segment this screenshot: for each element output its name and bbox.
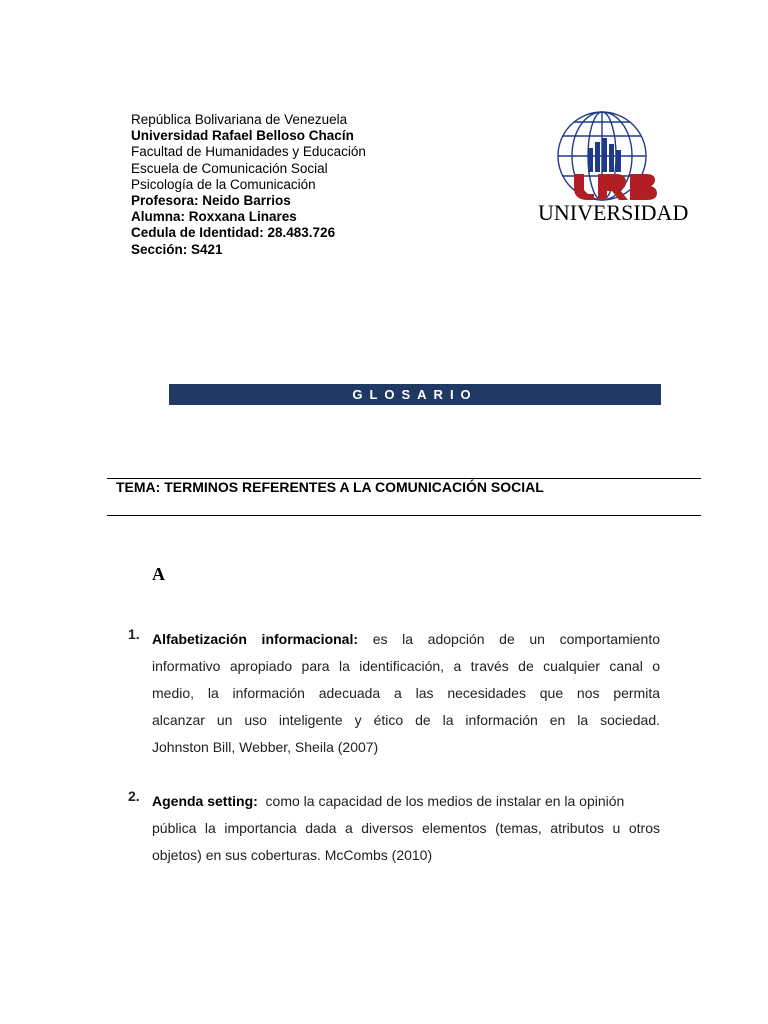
entry-term: Alfabetización informacional:: [152, 631, 359, 647]
document-header: [131, 112, 431, 258]
topic-bottom-rule: [107, 515, 701, 516]
entry-number: 1.: [128, 626, 140, 642]
entry-text: como la capacidad de los medios de instalar en la opinión: [257, 793, 625, 809]
entry-text: Johnston Bill, Webber, Sheila (2007): [152, 739, 379, 755]
entry-text: pública la importancia dada a diversos elementos (temas, atributos u otros: [152, 820, 660, 836]
header-country: República Bolivariana de Venezuela: [131, 112, 348, 127]
glossary-banner: GLOSARIO: [169, 384, 661, 405]
topic-heading: TEMA: TERMINOS REFERENTES A LA COMUNICACIÓN SOCIAL: [116, 479, 544, 495]
entry-text: medio, la información adecuada a las necesidades que nos permita: [152, 685, 660, 701]
header-university: Universidad Rafael Belloso Chacín: [131, 128, 354, 144]
section-letter: A: [152, 564, 165, 584]
entry-text: es la adopción de un comportamiento: [358, 631, 661, 647]
entry-line: [152, 626, 660, 653]
entry-body: [152, 626, 660, 761]
entry-term: Agenda setting:: [152, 793, 258, 809]
header-student: Alumna: Roxxana Linares: [131, 209, 297, 225]
header-faculty: Facultad de Humanidades y Educación: [131, 144, 366, 160]
header-id: Cedula de Identidad: 28.483.726: [131, 225, 336, 241]
glossary-entry: [128, 626, 660, 761]
header-school: Escuela de Comunicación Social: [131, 160, 328, 176]
header-course: Psicología de la Comunicación: [131, 176, 316, 192]
entry-text: informativo apropiado para la identificación, a través de cualquier canal o: [152, 658, 660, 674]
entry-number: 2.: [128, 788, 140, 804]
header-professor: Profesora: Neido Barrios: [131, 193, 291, 209]
glossary-entry: [128, 788, 660, 869]
logo-text: UNIVERSIDAD: [538, 200, 689, 225]
entry-body: [152, 788, 660, 869]
entry-line: [152, 788, 660, 815]
entry-text: alcanzar un uso inteligente y ético de la información en la sociedad.: [152, 712, 660, 728]
entry-text: objetos) en sus coberturas. McCombs (2010): [152, 847, 433, 863]
header-section: Sección: S421: [131, 241, 223, 257]
